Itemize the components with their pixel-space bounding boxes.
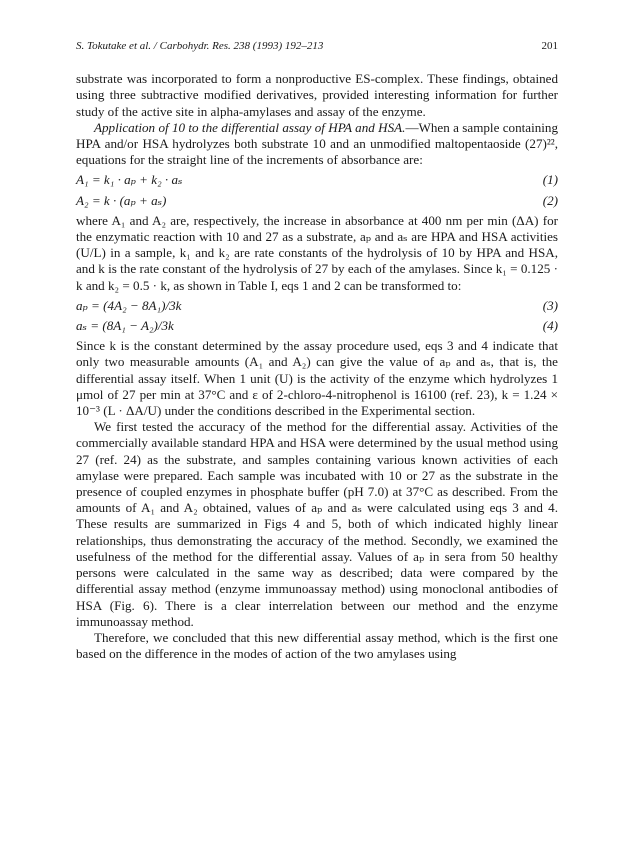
equation-2-expr: A₂ = k · (aₚ + aₛ) — [76, 192, 167, 208]
equation-1 — [76, 172, 558, 188]
equation-4 — [76, 318, 558, 334]
equation-1-number: (1) — [542, 172, 558, 188]
paragraph-4: Since k is the constant determined by the assay procedure used, eqs 3 and 4 indicate that only two measurable amounts (A₁ and A₂) can give the value of aₚ and aₛ, that is, the differential assay itself. When 1 unit (U) is the activity of the enzyme which hydrolyzes 1 μmol of 27 per min at 37°C and ε of 2-chloro-4-nitrophenol is 16100 (ref. 23), k = 1.24 × 10⁻³ (L · ΔA/U) under the conditions described in the Experimental section. — [76, 338, 558, 419]
paragraph-5: We first tested the accuracy of the method for the differential assay. Activities of the commercially available standard HPA and HSA were determined by the usual method using 27 (ref. 24) as the substrate, and samples containing various known activities of each amylase were prepared. Each sample was incubated with 10 or 27 as the substrate in the presence of coupled enzymes in phosphate buffer (pH 7.0) at 37°C as described. From the amounts of A₁ and A₂ obtained, values of aₚ and aₛ were calculated using eqs 3 and 4. These results are summarized in Figs 4 and 5, both of which indicated highly linear relationships, thus demonstrating the accuracy of the method. Secondly, we examined the usefulness of the method for the differential assay. Values of aₚ in sera from 50 healthy persons were calculated in the same way as described; data were compared by the differential assay method (enzyme immunoassay method) using monoclonal antibodies of HSA (Fig. 6). There is a clear interrelation between our method and the enzyme immunoassay method. — [76, 419, 558, 629]
page — [76, 38, 558, 662]
paragraph-1: substrate was incorporated to form a nonproductive ES-complex. These findings, obtained using three subtractive modified derivatives, provided interesting information for further study of the active site in alpha-amylases and assay of the enzyme. — [76, 71, 558, 119]
running-header — [76, 38, 558, 54]
equation-2-number: (2) — [542, 192, 558, 208]
paragraph-2 — [76, 120, 558, 169]
paragraph-6: Therefore, we concluded that this new differential assay method, which is the first one based on the difference in the modes of action of the two amylases using — [76, 629, 558, 662]
equation-3-number: (3) — [542, 297, 558, 313]
equation-4-expr: aₛ = (8A₁ − A₂)/3k — [76, 318, 174, 334]
equation-1-expr: A₁ = k₁ · aₚ + k₂ · aₛ — [76, 172, 183, 188]
equation-4-number: (4) — [542, 318, 558, 334]
equation-3 — [76, 298, 558, 314]
section-title: Application of 10 to the differential assay of HPA and HSA. — [94, 119, 406, 135]
running-title: S. Tokutake et al. / Carbohydr. Res. 238 (1993) 192–213 — [76, 40, 324, 52]
equation-3-expr: aₚ = (4A₂ − 8A₁)/3k — [76, 297, 182, 313]
equation-2 — [76, 193, 558, 209]
page-number: 201 — [541, 40, 558, 52]
paragraph-2-text: —When a sample containing HPA and/or HSA hydrolyzes both substrate 10 and an unmodified maltopentaoside (27)²², equations for the straight line of the increments of absorbance are: — [76, 119, 558, 168]
paragraph-3: where A₁ and A₂ are, respectively, the increase in absorbance at 400 nm per min (ΔA) for the enzymatic reaction with 10 and 27 as a substrate, aₚ and aₛ are HPA and HSA activities (U/L) in a sample, k₁ and k₂ are rate constants of the hydrolysis of 10 by HPA and HSA, and k is the rate constant of the hydrolysis of 27 by each of the amylases. Since k₁ = 0.125 · k and k₂ = 0.5 · k, as shown in Table I, eqs 1 and 2 can be transformed to: — [76, 212, 558, 293]
